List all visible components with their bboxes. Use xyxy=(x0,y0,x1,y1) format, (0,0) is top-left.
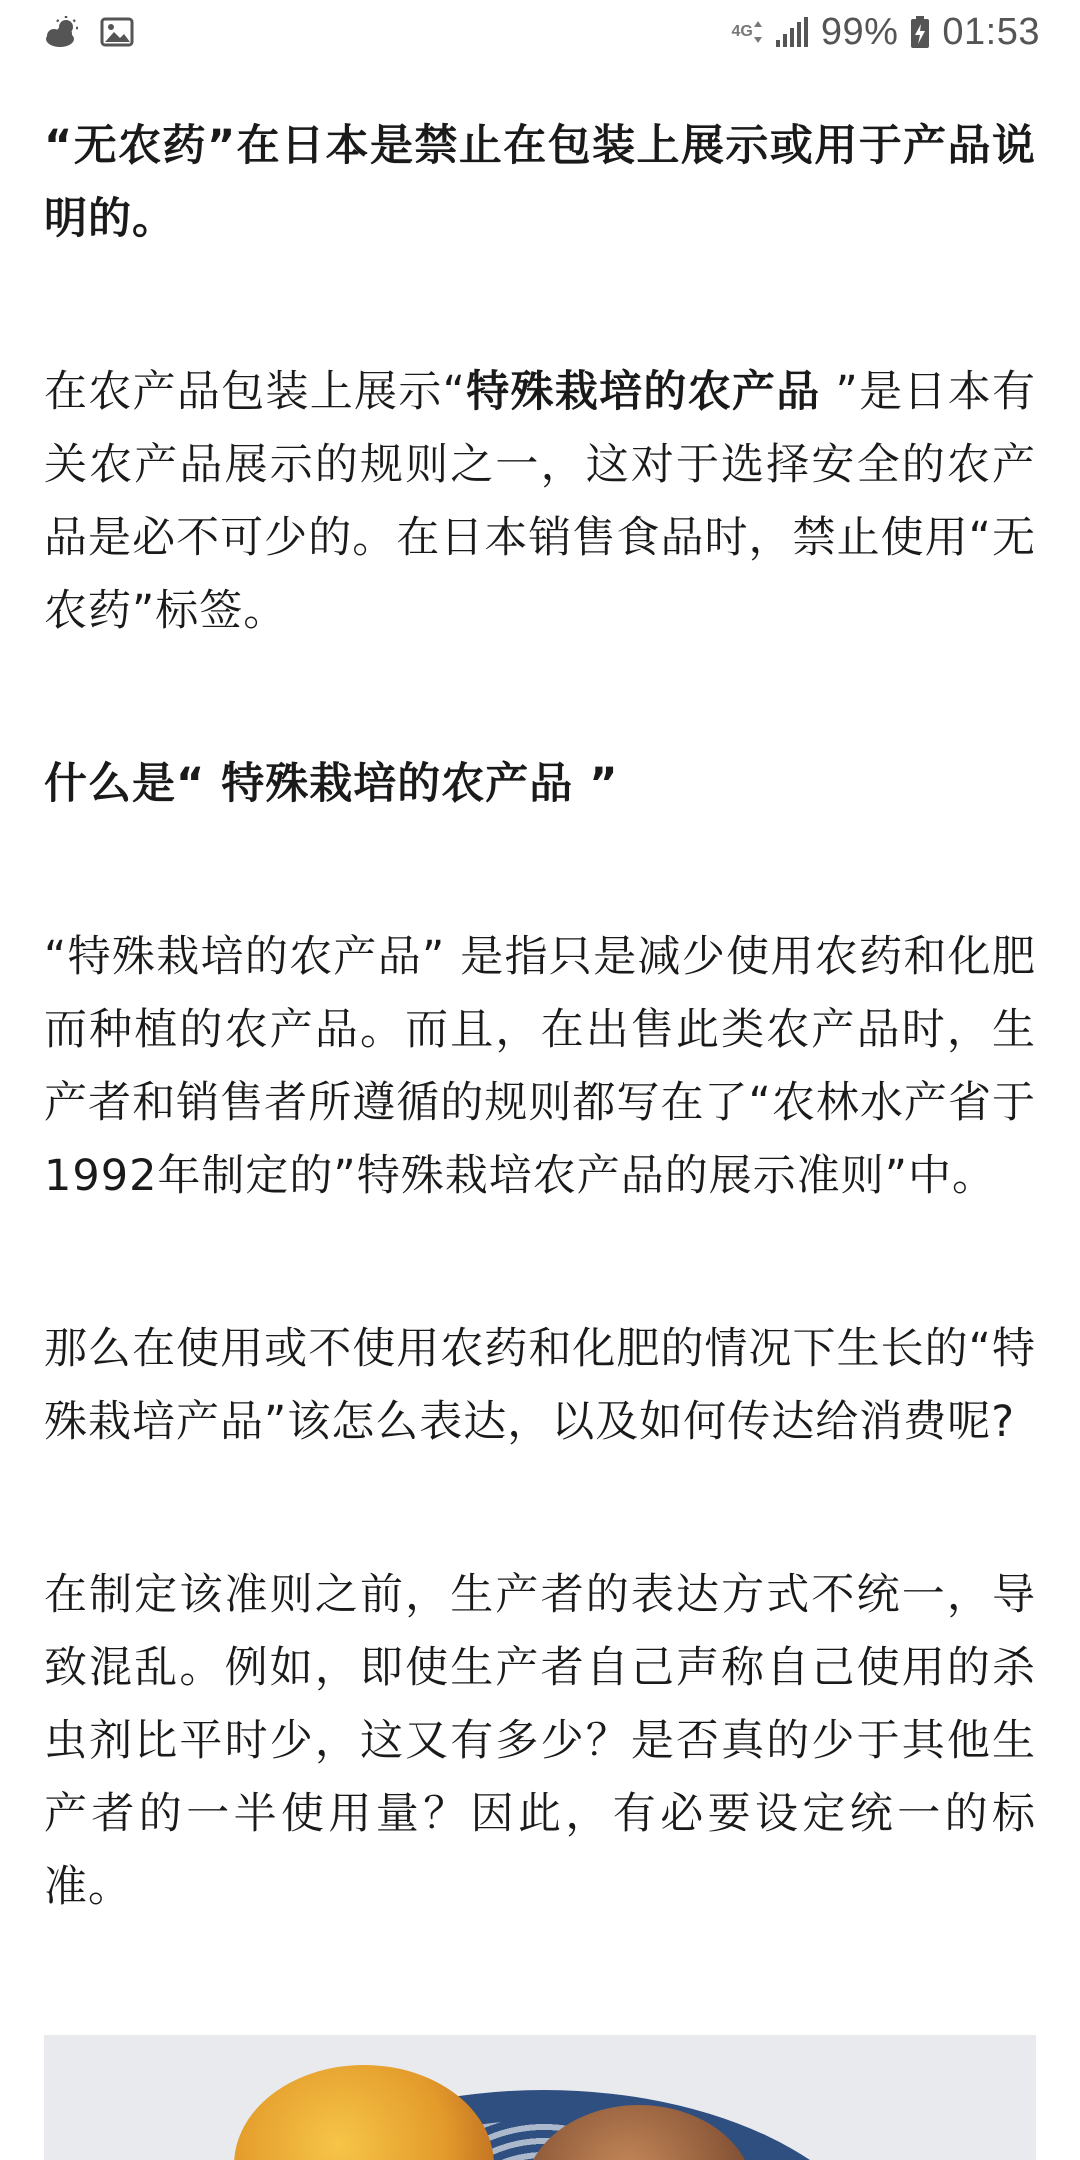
article-body xyxy=(44,110,1036,1924)
article-photo[interactable] xyxy=(44,2035,1036,2160)
paragraph-text: ”是日本有关农产品展示的规则之一，这对于选择安全的农产品是必不可少的。在日本销售食品时，禁止使用“无农药”标签。 xyxy=(44,367,1037,636)
paragraph-question: 那么在使用或不使用农药和化肥的情况下生长的“特殊栽培产品”该怎么表达，以及如何传达给消费呢? xyxy=(44,1324,1036,1447)
battery-percent: 99% xyxy=(820,10,899,53)
status-right xyxy=(732,11,1041,54)
status-bar xyxy=(0,0,1080,64)
paragraph-gap xyxy=(44,1459,1036,1559)
intro-heading: “无农药”在日本是禁止在包装上展示或用于产品说明的。 xyxy=(44,121,1036,244)
section-heading: 什么是“ 特殊栽培的农产品 ” xyxy=(44,759,619,809)
status-left xyxy=(42,15,134,49)
paragraph-text: 在农产品包装上展示“ xyxy=(44,367,466,417)
paragraph-standard: 在制定该准则之前，生产者的表达方式不统一，导致混乱。例如，即使生产者自己声称自己使用的杀虫剂比平时少，这又有多少？是否真的少于其他生产者的一半使用量？因此，有必要设定统一的标准。 xyxy=(44,1570,1036,1912)
paragraph-gap xyxy=(44,1213,1036,1313)
sweet-potato-shape xyxy=(234,2065,494,2160)
network-type-icon xyxy=(732,17,763,47)
battery-charging-icon xyxy=(910,15,930,49)
weather-cloudy-icon xyxy=(42,15,82,49)
paragraph-label-rules xyxy=(44,356,1036,648)
bold-term: 特殊栽培的农产品 xyxy=(465,367,821,417)
clock: 01:53 xyxy=(942,10,1040,53)
network-type-label: 4G xyxy=(731,23,753,40)
signal-strength-icon xyxy=(775,16,809,48)
paragraph-definition: “特殊栽培的农产品” 是指只是减少使用农药和化肥而种植的农产品。而且，在出售此类农产品时，生产者和销售者所遵循的规则都写在了“农林水产省于1992年制定的”特殊栽培农产品的展示准则”中。 xyxy=(44,932,1036,1201)
data-arrows-icon xyxy=(753,17,763,47)
gallery-image-icon xyxy=(100,17,134,47)
paragraph-gap xyxy=(44,821,1036,921)
paragraph-gap xyxy=(44,256,1036,356)
paragraph-gap xyxy=(44,648,1036,748)
